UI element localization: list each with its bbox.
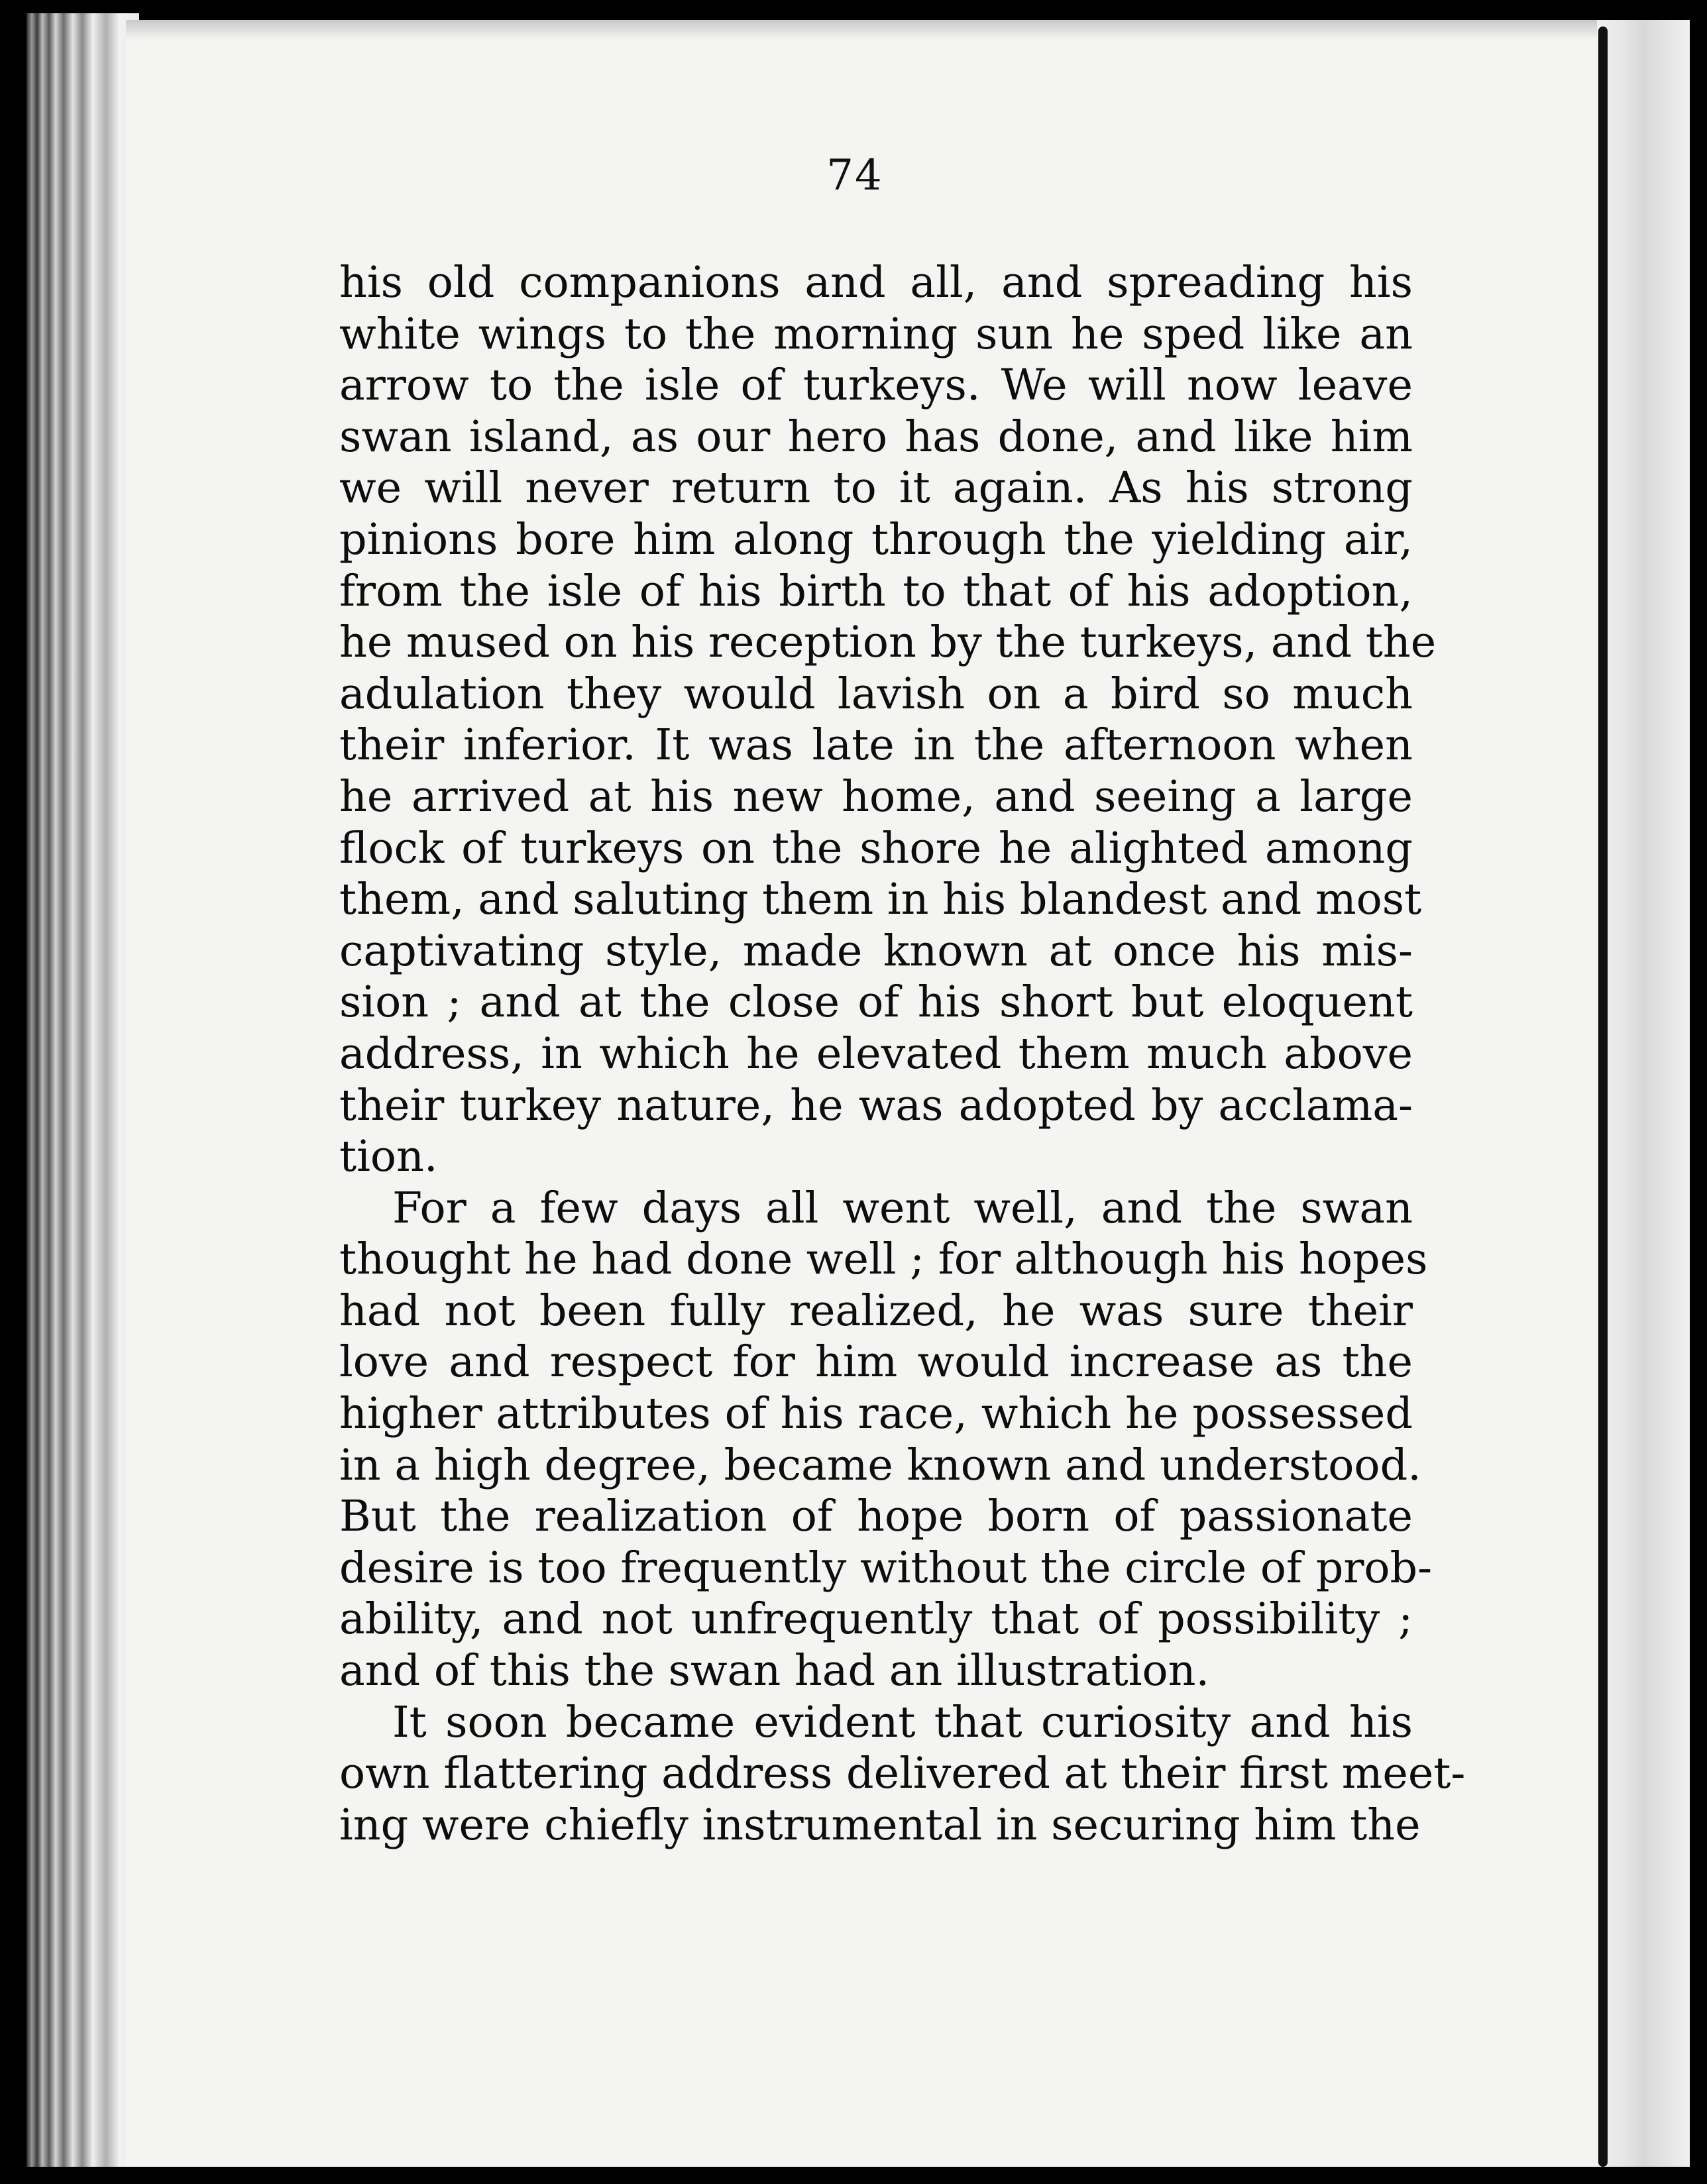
text-line: ing were chiefly instrumental in securing him the <box>339 1800 1421 1850</box>
body-text <box>339 257 1466 1851</box>
text-line: their turkey nature, he was adopted by acclama- <box>339 1080 1413 1130</box>
text-line: flock of turkeys on the shore he alighted among <box>339 823 1413 873</box>
text-line: tion. <box>339 1132 438 1182</box>
text-line: higher attributes of his race, which he possessed <box>339 1389 1413 1439</box>
text-line: in a high degree, became known and understood. <box>339 1440 1421 1490</box>
text-line: desire is too frequently without the circle of prob- <box>339 1543 1433 1593</box>
text-line: had not been fully realized, he was sure their <box>339 1285 1413 1336</box>
text-line: swan island, as our hero has done, and like him <box>339 411 1413 462</box>
text-line: ability, and not unfrequently that of possibility ; <box>339 1594 1413 1645</box>
text-line: he mused on his reception by the turkeys, and the <box>339 618 1437 668</box>
text-line: arrow to the isle of turkeys. We will now leave <box>339 360 1413 411</box>
text-line: It soon became evident that curiosity and his <box>392 1697 1413 1747</box>
text-line: sion ; and at the close of his short but eloquent <box>339 977 1413 1028</box>
text-line: pinions bore him along through the yielding air, <box>339 514 1413 565</box>
page-number: 74 <box>826 151 883 200</box>
text-line: we will never return to it again. As his strong <box>339 463 1413 514</box>
text-line: them, and saluting them in his blandest and most <box>339 875 1422 925</box>
page-fold-line <box>1598 27 1608 2167</box>
text-line: address, in which he elevated them much above <box>339 1028 1413 1079</box>
text-line: he arrived at his new home, and seeing a large <box>339 771 1413 822</box>
text-line: white wings to the morning sun he sped like an <box>339 309 1413 359</box>
text-line: love and respect for him would increase as the <box>339 1337 1413 1388</box>
text-line: own flattering address delivered at their first meet- <box>339 1749 1466 1799</box>
text-line: and of this the swan had an illustration. <box>339 1646 1210 1696</box>
page-top-shadow <box>126 20 1597 40</box>
text-line: their inferior. It was late in the afternoon when <box>339 720 1413 771</box>
page-binding-edge <box>1597 20 1690 2167</box>
text-line: For a few days all went well, and the swan <box>392 1183 1413 1233</box>
text-line: But the realization of hope born of passionate <box>339 1492 1413 1542</box>
text-line: his old companions and all, and spreading his <box>339 258 1413 307</box>
page-edges-left <box>27 13 139 2167</box>
text-line: thought he had done well ; for although his hopes <box>339 1234 1428 1285</box>
text-line: captivating style, made known at once his mis- <box>339 926 1413 976</box>
text-line: from the isle of his birth to that of his adoption, <box>339 566 1413 616</box>
text-line: adulation they would lavish on a bird so much <box>339 669 1413 719</box>
